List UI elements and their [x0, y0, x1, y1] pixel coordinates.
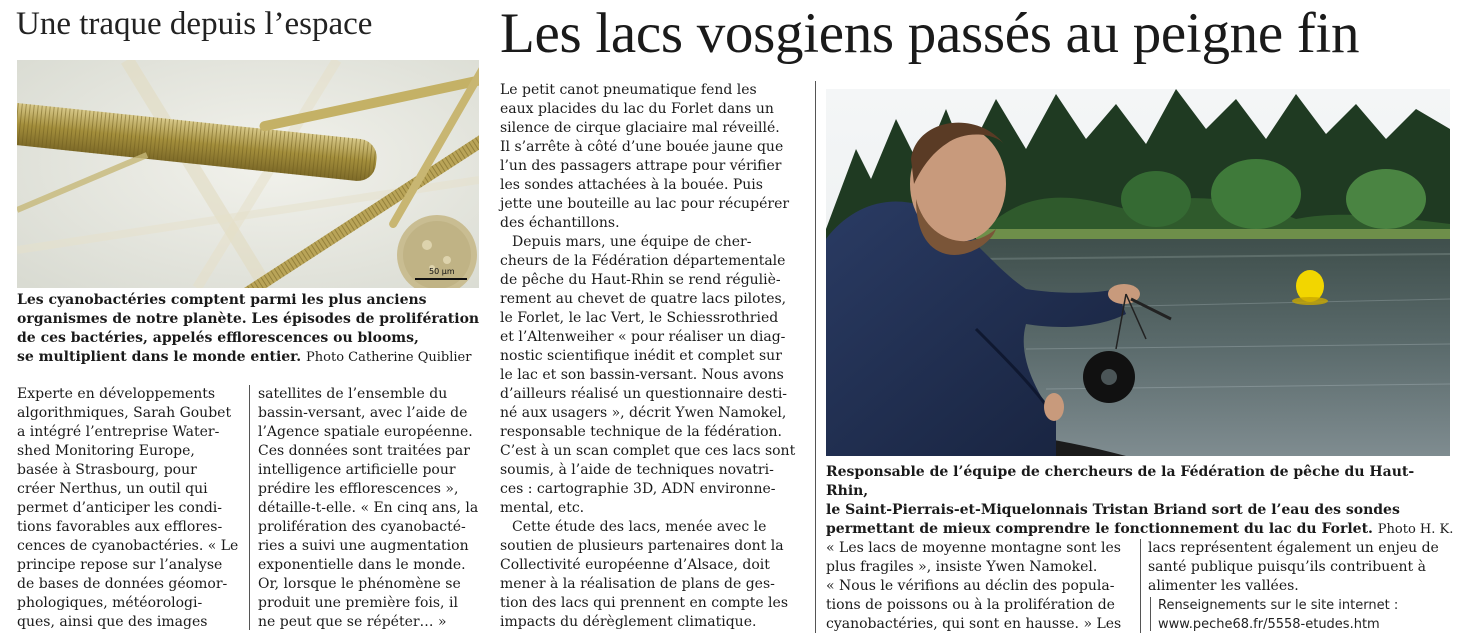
left-column-1 [17, 385, 245, 632]
main-paragraph-2: Depuis mars, une équipe de cher- cheurs de la Fédération départementale de pêche du Haut-Rhin se rend réguliè- rement au chevet de quatre lacs pilotes, le Forlet, le lac Vert, le Schiessrothried et l’Altenweiher « pour réaliser un diag- nostic scientifique inédit et complet sur le lac et son bassin-versant. Nous avons d’ailleurs réalisé un questionnaire desti- né aux usagers », décrit Ywen Namokel, responsable technique de la fédération. C’est à un scan complet que ces lacs sont soumis, à l’aide de techniques novatri- ces : cartographie 3D, ADN environne- mental, etc. [500, 234, 796, 516]
left-column-divider [249, 385, 250, 630]
left-caption-credit: Photo Catherine Quiblier [306, 350, 472, 365]
main-caption-text: Responsable de l’équipe de chercheurs de la Fédération de pêche du Haut-Rhin, le Saint-Pierrais-et-Miquelonnais Tristan Briand sort de l’eau des sondes permettant de mieux comprendre le fonctionnement du lac du Forlet. [826, 464, 1415, 537]
left-headline: Une traque depuis l’espace [16, 6, 373, 42]
right-col2-text: lacs représentent également un enjeu de santé publique puisqu’ils contribuent à alimenter les vallées. [1148, 540, 1439, 594]
lake-photo [826, 89, 1450, 456]
left-caption-text: Les cyanobactéries comptent parmi les plus anciens organismes de notre planète. Les épisodes de prolifération de ces bactéries, appelés efflorescences ou blooms, se multiplient dans le monde entier. [17, 292, 480, 365]
main-headline: Les lacs vosgiens passés au peigne fin [500, 2, 1360, 65]
main-column-divider [815, 81, 816, 633]
left-col1-text: Experte en développements algorithmiques, Sarah Goubet a intégré l’entreprise Water- shed Monitoring Europe, basée à Strasbourg, pour créer Nerthus, un outil qui permet d’anticiper les condi- tions favorables aux efflores- cences de cyanobactéries. « Le principe repose sur l’analyse de bases de données géomor- phologiques, météorologi- ques, ainsi que des images [17, 386, 239, 630]
main-paragraph-1: Le petit canot pneumatique fend les eaux placides du lac du Forlet dans un silence de cirque glaciaire mal réveillé. Il s’arrête à côté d’une bouée jaune que l’un des passagers attrape pour vérifier les sondes attachées à la bouée. Puis jette une bouteille au lac pour récupérer des échantillons. [500, 82, 790, 231]
left-photo-caption [17, 291, 487, 367]
right-column-divider [1140, 539, 1141, 633]
right-column-2 [1148, 539, 1460, 596]
main-paragraph-3: Cette étude des lacs, menée avec le soutien de plusieurs partenaires dont la Collectivité européenne d’Alsace, doit mener à la réalisation de plans de ges- tion des lacs qui prennent en compte les impacts du dérèglement climatique. [500, 519, 789, 630]
main-caption-credit: Photo H. K. [1377, 522, 1454, 537]
left-col2-text: satellites de l’ensemble du bassin-versant, avec l’aide de l’Agence spatiale européenne. Ces données sont traitées par intelligence artificielle pour prédire les efflorescences », détaille-t-elle. « En cinq ans, la prolifération des cyanobacté- ries a suivi une augmentation exponentielle dans le monde. Or, lorsque le phénomène se produit une première fois, il ne peut que se répéter… » [258, 386, 479, 630]
cyanobacteria-photo [17, 60, 479, 288]
scale-label: 50 µm [429, 267, 455, 276]
left-column-2 [258, 385, 486, 632]
right-col1-text: « Les lacs de moyenne montagne sont les plus fragiles », insiste Ywen Namokel. « Nous le vérifions au déclin des popula- tions de poissons ou à la prolifération de cyanobactéries, qui sont en hausse. » Les [826, 540, 1122, 632]
main-photo-caption [826, 463, 1456, 539]
right-column-1 [826, 539, 1136, 634]
source-rule [1150, 597, 1151, 631]
microscope-image [17, 60, 479, 288]
lake-scene-image [826, 89, 1450, 456]
main-text-column [500, 81, 806, 632]
source-info: Renseignements sur le site internet : www.peche68.fr/5558-etudes.htm [1158, 598, 1399, 632]
